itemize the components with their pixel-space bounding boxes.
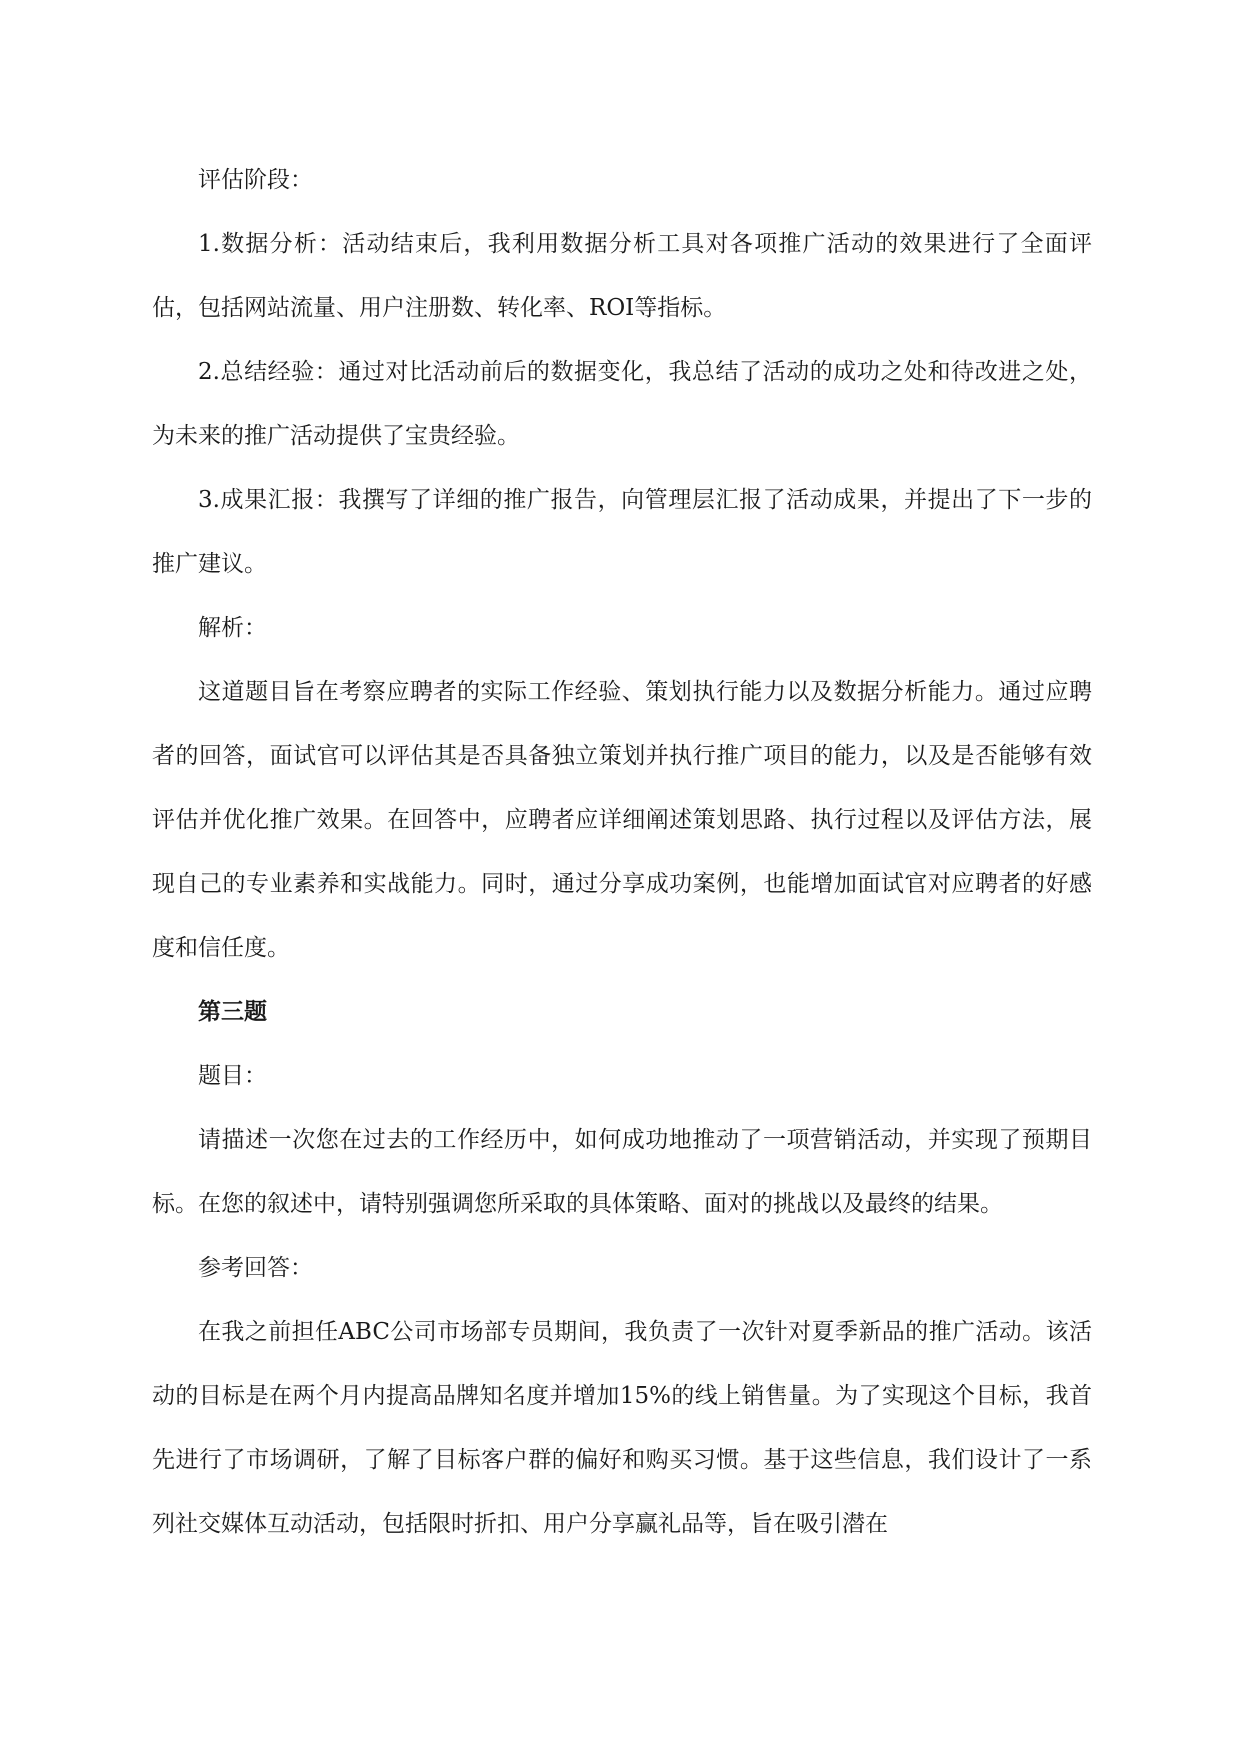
section-label-reference-answer: 参考回答： [198, 1255, 313, 1281]
paragraph-reference-answer-body: 在我之前担任ABC公司市场部专员期间，我负责了一次针对夏季新品的推广活动。该活动的目标是在两个月内提高品牌知名度并增加15%的线上销售量。为了实现这个目标，我首先进行了市场调研，了解了目标客户群的偏好和购买习惯。基于这些信息，我们设计了一系列社交媒体互动活动，包括限时折扣、用户分享赢礼品等，旨在吸引潜在 [152, 1319, 1092, 1537]
section-label-question: 题目： [198, 1063, 267, 1089]
section-label-evaluation: 评估阶段： [198, 167, 313, 193]
paragraph-data-analysis: 1.数据分析：活动结束后，我利用数据分析工具对各项推广活动的效果进行了全面评估，包括网站流量、用户注册数、转化率、ROI等指标。 [152, 231, 1092, 321]
paragraph-question-body: 请描述一次您在过去的工作经历中，如何成功地推动了一项营销活动，并实现了预期目标。在您的叙述中，请特别强调您所采取的具体策略、面对的挑战以及最终的结果。 [152, 1127, 1092, 1217]
document-body [152, 148, 1092, 1556]
paragraph-summary-experience: 2.总结经验：通过对比活动前后的数据变化，我总结了活动的成功之处和待改进之处，为未来的推广活动提供了宝贵经验。 [152, 359, 1092, 449]
section-label-analysis: 解析： [198, 615, 267, 641]
paragraph-analysis-body: 这道题目旨在考察应聘者的实际工作经验、策划执行能力以及数据分析能力。通过应聘者的回答，面试官可以评估其是否具备独立策划并执行推广项目的能力，以及是否能够有效评估并优化推广效果。在回答中，应聘者应详细阐述策划思路、执行过程以及评估方法，展现自己的专业素养和实战能力。同时，通过分享成功案例，也能增加面试官对应聘者的好感度和信任度。 [152, 679, 1092, 961]
question-heading: 第三题 [198, 999, 267, 1025]
paragraph-results-report: 3.成果汇报：我撰写了详细的推广报告，向管理层汇报了活动成果，并提出了下一步的推广建议。 [152, 487, 1092, 577]
